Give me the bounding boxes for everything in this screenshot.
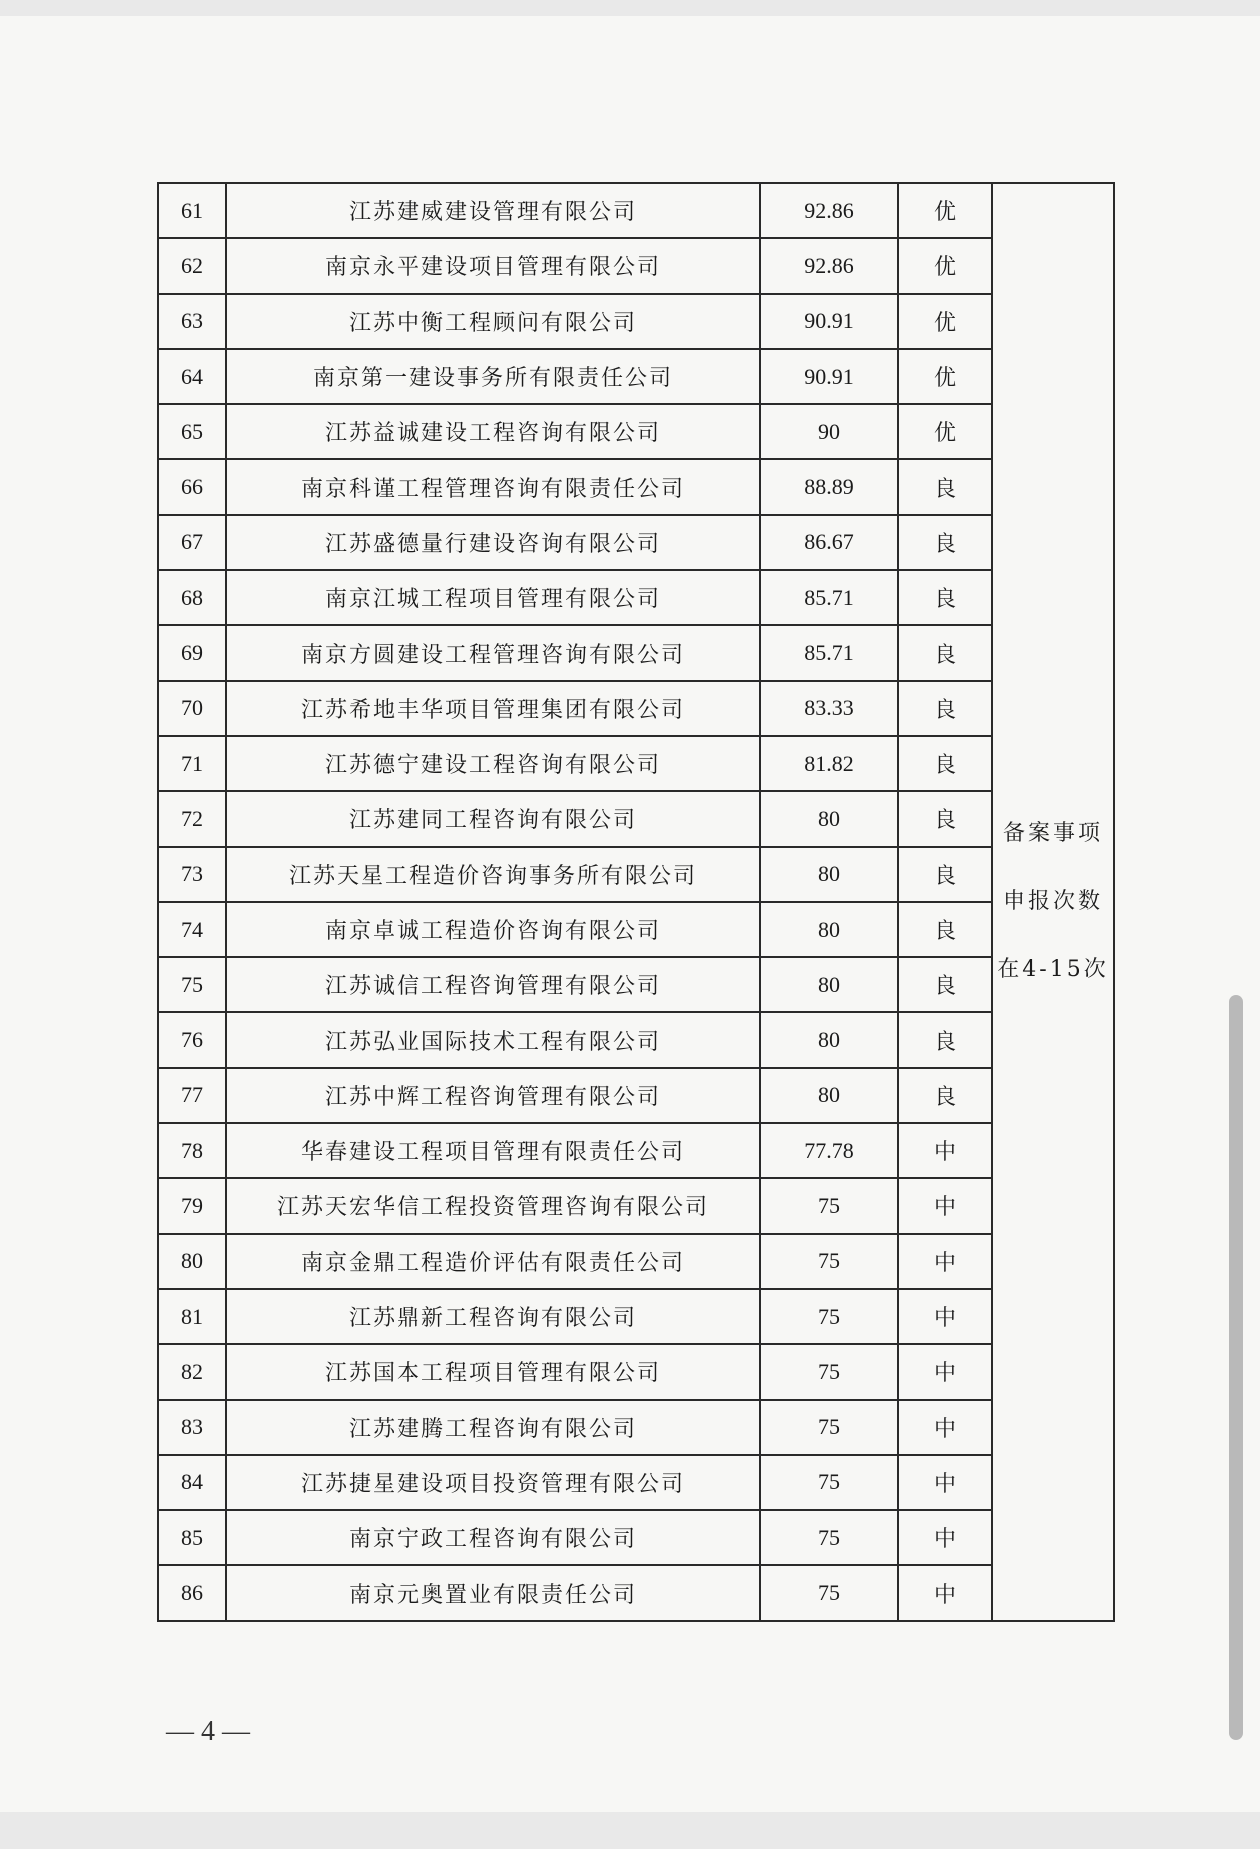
score-table bbox=[157, 182, 1115, 1622]
score-value: 75 bbox=[760, 1455, 898, 1510]
table-row bbox=[158, 1068, 1114, 1123]
row-number: 86 bbox=[158, 1565, 226, 1620]
grade-value: 中 bbox=[898, 1400, 992, 1455]
score-value: 75 bbox=[760, 1400, 898, 1455]
row-number: 74 bbox=[158, 902, 226, 957]
row-number: 84 bbox=[158, 1455, 226, 1510]
company-name: 江苏国本工程项目管理有限公司 bbox=[226, 1344, 760, 1399]
company-name: 江苏中辉工程咨询管理有限公司 bbox=[226, 1068, 760, 1123]
table-row bbox=[158, 736, 1114, 791]
grade-value: 良 bbox=[898, 957, 992, 1012]
company-name: 南京方圆建设工程管理咨询有限公司 bbox=[226, 625, 760, 680]
grade-value: 中 bbox=[898, 1510, 992, 1565]
grade-value: 优 bbox=[898, 294, 992, 349]
company-name: 江苏建同工程咨询有限公司 bbox=[226, 791, 760, 846]
grade-value: 中 bbox=[898, 1565, 992, 1620]
row-number: 80 bbox=[158, 1234, 226, 1289]
score-value: 75 bbox=[760, 1565, 898, 1620]
grade-value: 中 bbox=[898, 1123, 992, 1178]
company-name: 南京金鼎工程造价评估有限责任公司 bbox=[226, 1234, 760, 1289]
table-row bbox=[158, 1012, 1114, 1067]
table-row bbox=[158, 902, 1114, 957]
row-number: 69 bbox=[158, 625, 226, 680]
company-name: 江苏德宁建设工程咨询有限公司 bbox=[226, 736, 760, 791]
row-number: 70 bbox=[158, 681, 226, 736]
table-row bbox=[158, 1234, 1114, 1289]
row-number: 85 bbox=[158, 1510, 226, 1565]
score-value: 90.91 bbox=[760, 294, 898, 349]
grade-value: 良 bbox=[898, 1068, 992, 1123]
row-number: 62 bbox=[158, 238, 226, 293]
score-value: 92.86 bbox=[760, 183, 898, 238]
grade-value: 中 bbox=[898, 1455, 992, 1510]
table-row bbox=[158, 183, 1114, 238]
score-value: 80 bbox=[760, 957, 898, 1012]
company-name: 华春建设工程项目管理有限责任公司 bbox=[226, 1123, 760, 1178]
company-name: 江苏希地丰华项目管理集团有限公司 bbox=[226, 681, 760, 736]
grade-value: 良 bbox=[898, 847, 992, 902]
table-row bbox=[158, 515, 1114, 570]
row-number: 83 bbox=[158, 1400, 226, 1455]
company-name: 江苏建腾工程咨询有限公司 bbox=[226, 1400, 760, 1455]
grade-value: 良 bbox=[898, 736, 992, 791]
company-name: 南京宁政工程咨询有限公司 bbox=[226, 1510, 760, 1565]
table-row bbox=[158, 459, 1114, 514]
grade-value: 良 bbox=[898, 681, 992, 736]
score-value: 90 bbox=[760, 404, 898, 459]
row-number: 61 bbox=[158, 183, 226, 238]
company-name: 江苏诚信工程咨询管理有限公司 bbox=[226, 957, 760, 1012]
score-value: 90.91 bbox=[760, 349, 898, 404]
grade-value: 优 bbox=[898, 404, 992, 459]
company-name: 江苏弘业国际技术工程有限公司 bbox=[226, 1012, 760, 1067]
score-value: 80 bbox=[760, 902, 898, 957]
table-row bbox=[158, 625, 1114, 680]
table-row bbox=[158, 957, 1114, 1012]
note-line: 备案事项 bbox=[1002, 820, 1103, 846]
grade-value: 良 bbox=[898, 1012, 992, 1067]
row-number: 64 bbox=[158, 349, 226, 404]
table-row bbox=[158, 1344, 1114, 1399]
table-row bbox=[158, 791, 1114, 846]
score-value: 77.78 bbox=[760, 1123, 898, 1178]
score-value: 80 bbox=[760, 1012, 898, 1067]
note-line: 在4-15次 bbox=[997, 956, 1109, 982]
company-name: 南京永平建设项目管理有限公司 bbox=[226, 238, 760, 293]
page-number: — 4 — bbox=[166, 1716, 250, 1747]
grade-value: 中 bbox=[898, 1178, 992, 1233]
score-value: 85.71 bbox=[760, 625, 898, 680]
score-value: 75 bbox=[760, 1178, 898, 1233]
table-row bbox=[158, 238, 1114, 293]
score-value: 75 bbox=[760, 1344, 898, 1399]
company-name: 江苏天星工程造价咨询事务所有限公司 bbox=[226, 847, 760, 902]
table-row bbox=[158, 349, 1114, 404]
company-name: 南京科谨工程管理咨询有限责任公司 bbox=[226, 459, 760, 514]
row-number: 72 bbox=[158, 791, 226, 846]
company-name: 江苏捷星建设项目投资管理有限公司 bbox=[226, 1455, 760, 1510]
row-number: 76 bbox=[158, 1012, 226, 1067]
table-row bbox=[158, 681, 1114, 736]
row-number: 68 bbox=[158, 570, 226, 625]
vertical-scrollbar[interactable] bbox=[1229, 995, 1243, 1740]
grade-value: 中 bbox=[898, 1289, 992, 1344]
row-number: 77 bbox=[158, 1068, 226, 1123]
grade-value: 中 bbox=[898, 1234, 992, 1289]
table-row bbox=[158, 847, 1114, 902]
company-name: 江苏中衡工程顾问有限公司 bbox=[226, 294, 760, 349]
score-value: 85.71 bbox=[760, 570, 898, 625]
grade-value: 优 bbox=[898, 183, 992, 238]
score-value: 80 bbox=[760, 791, 898, 846]
score-value: 81.82 bbox=[760, 736, 898, 791]
table-row bbox=[158, 1565, 1114, 1620]
grade-value: 优 bbox=[898, 238, 992, 293]
table-row bbox=[158, 1455, 1114, 1510]
table-row bbox=[158, 1289, 1114, 1344]
grade-value: 中 bbox=[898, 1344, 992, 1399]
grade-value: 良 bbox=[898, 791, 992, 846]
company-name: 南京卓诚工程造价咨询有限公司 bbox=[226, 902, 760, 957]
company-name: 江苏益诚建设工程咨询有限公司 bbox=[226, 404, 760, 459]
table-row bbox=[158, 1510, 1114, 1565]
grade-value: 优 bbox=[898, 349, 992, 404]
score-value: 80 bbox=[760, 847, 898, 902]
document-page bbox=[0, 16, 1260, 1812]
table-row bbox=[158, 1400, 1114, 1455]
row-number: 67 bbox=[158, 515, 226, 570]
table-row bbox=[158, 570, 1114, 625]
score-value: 88.89 bbox=[760, 459, 898, 514]
grade-value: 良 bbox=[898, 902, 992, 957]
company-name: 江苏鼎新工程咨询有限公司 bbox=[226, 1289, 760, 1344]
table-row bbox=[158, 1178, 1114, 1233]
grade-value: 良 bbox=[898, 570, 992, 625]
row-number: 78 bbox=[158, 1123, 226, 1178]
score-value: 86.67 bbox=[760, 515, 898, 570]
row-number: 81 bbox=[158, 1289, 226, 1344]
note-line: 申报次数 bbox=[1002, 888, 1103, 914]
company-name: 江苏天宏华信工程投资管理咨询有限公司 bbox=[226, 1178, 760, 1233]
table-row bbox=[158, 404, 1114, 459]
row-number: 82 bbox=[158, 1344, 226, 1399]
grade-value: 良 bbox=[898, 625, 992, 680]
table-row bbox=[158, 1123, 1114, 1178]
row-number: 65 bbox=[158, 404, 226, 459]
score-value: 75 bbox=[760, 1289, 898, 1344]
row-number: 66 bbox=[158, 459, 226, 514]
score-value: 92.86 bbox=[760, 238, 898, 293]
grade-value: 良 bbox=[898, 459, 992, 514]
company-name: 南京江城工程项目管理有限公司 bbox=[226, 570, 760, 625]
score-value: 75 bbox=[760, 1234, 898, 1289]
score-value: 83.33 bbox=[760, 681, 898, 736]
table-row bbox=[158, 294, 1114, 349]
row-number: 75 bbox=[158, 957, 226, 1012]
row-number: 79 bbox=[158, 1178, 226, 1233]
score-table-body bbox=[158, 183, 1114, 1621]
company-name: 南京第一建设事务所有限责任公司 bbox=[226, 349, 760, 404]
row-number: 73 bbox=[158, 847, 226, 902]
company-name: 江苏盛德量行建设咨询有限公司 bbox=[226, 515, 760, 570]
company-name: 南京元奥置业有限责任公司 bbox=[226, 1565, 760, 1620]
score-value: 75 bbox=[760, 1510, 898, 1565]
row-number: 63 bbox=[158, 294, 226, 349]
note-cell bbox=[992, 183, 1114, 1621]
score-value: 80 bbox=[760, 1068, 898, 1123]
grade-value: 良 bbox=[898, 515, 992, 570]
row-number: 71 bbox=[158, 736, 226, 791]
company-name: 江苏建威建设管理有限公司 bbox=[226, 183, 760, 238]
